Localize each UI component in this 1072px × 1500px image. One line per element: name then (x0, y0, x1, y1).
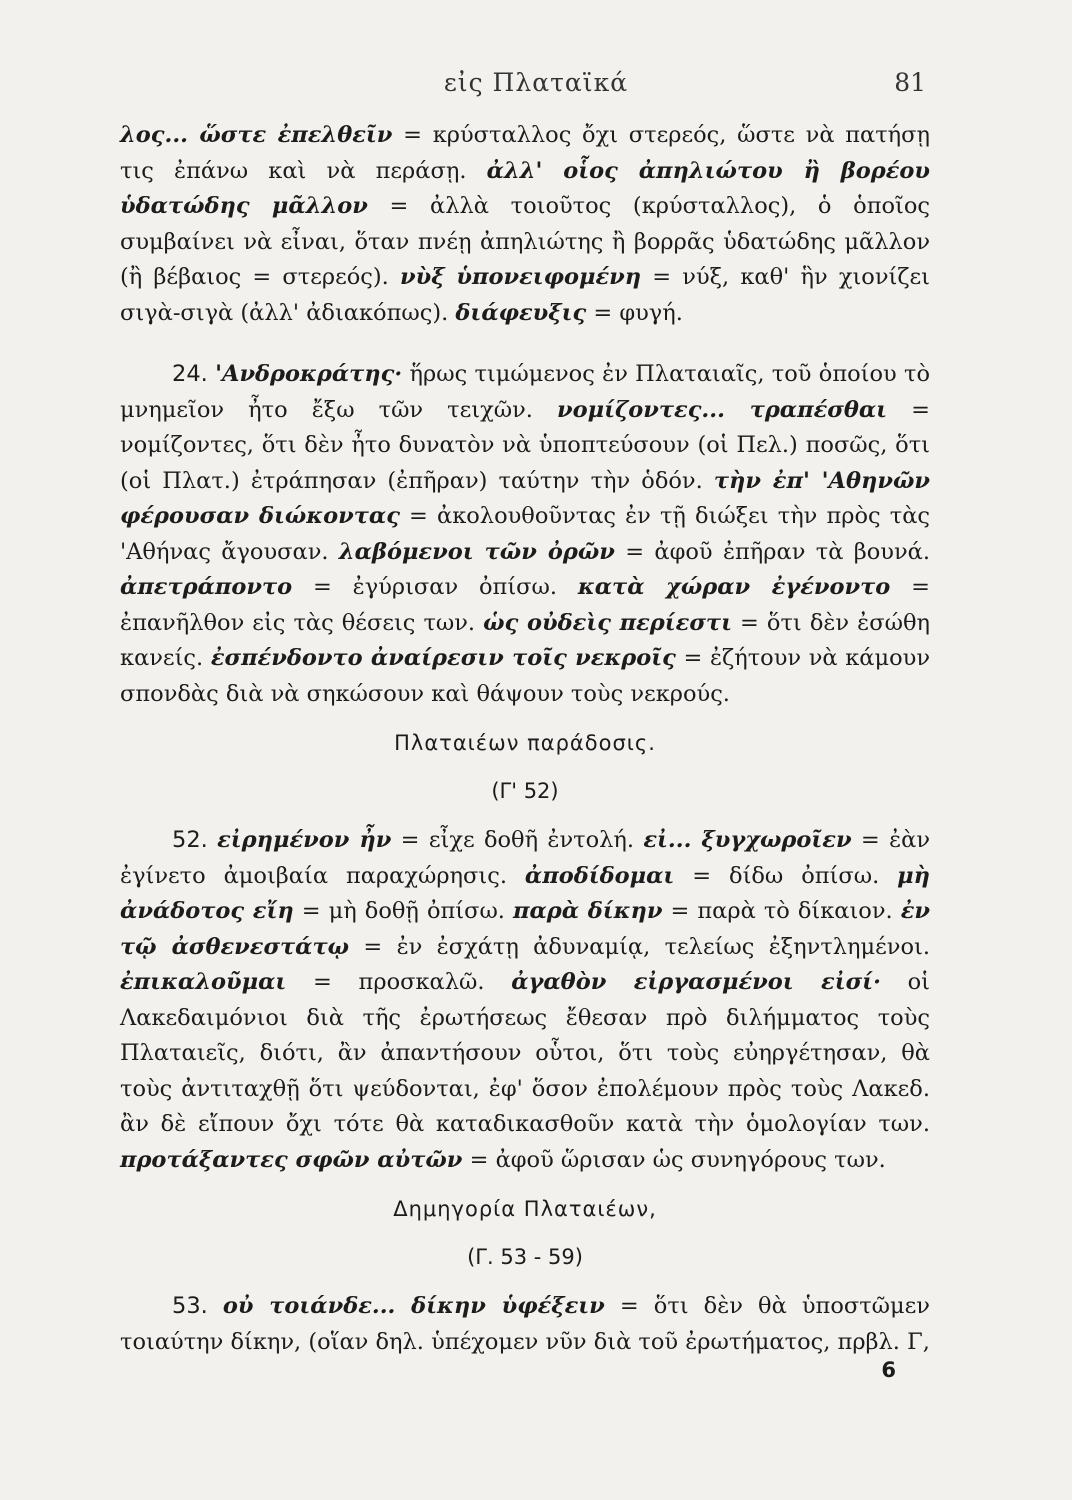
section-number: 24. (172, 361, 216, 387)
gloss: = παρὰ τὸ δίκαιον. (662, 898, 901, 924)
page-number: 81 (894, 68, 926, 97)
paragraph-continued (120, 118, 930, 331)
paragraph-24 (120, 357, 930, 712)
lemma: διάφευξις (455, 299, 587, 326)
lemma: εἰ... ξυγχωροῖεν (643, 827, 852, 853)
gloss: = ἐγύρισαν ὀπίσω. (292, 574, 578, 600)
gloss: = νομίζοντες, ὅτι δὲν ἦτο δυνατὸν νὰ ὑποπτεύσουν (οἱ Πελ.) ποσῶς, ὅτι (οἱ Πλατ.) ἐτράπησαν (ἐπῆραν) ταύτην τὴν ὁδόν. (120, 396, 930, 494)
section-heading: Πλαταιέων παράδοσις. (394, 731, 656, 755)
gloss: = ἐζήτουν νὰ κάμουν σπονδὰς διὰ νὰ σηκώσουν καὶ θάψουν τοὺς νεκρούς. (120, 645, 930, 707)
gloss: = νύξ, καθ' ἣν χιονίζει σιγὰ-σιγὰ (ἀλλ' ἀδιακόπως). (120, 264, 930, 326)
lemma: ἀγαθὸν εἰργασμένοι εἰσί· (511, 969, 881, 995)
lemma: νὺξ ὑπονειφομένη (400, 264, 642, 290)
signature-mark: 6 (881, 1358, 896, 1382)
lemma: ἐν τῷ ἀσθενεστάτῳ (120, 898, 930, 960)
lemma: παρὰ δίκην (512, 898, 663, 924)
paragraph-53 (120, 1289, 930, 1360)
gloss: = εἶχε δοθῆ ἐντολή. (391, 827, 644, 853)
lemma: μὴ ἀνάδοτος εἴη (120, 862, 930, 924)
gloss: = ὅτι δὲν ἐσώθη κανείς. (120, 609, 930, 671)
lemma: ἀποδίδομαι (524, 862, 675, 889)
gloss: = ἀφοῦ ἐπῆραν τὰ βουνά. (614, 538, 930, 565)
gloss: = ἐὰν ἐγίνετο ἀμοιβαία παραχώρησις. (120, 827, 931, 889)
gloss: = ἀφοῦ ὥρισαν ὡς συνηγόρους των. (462, 1146, 886, 1173)
lemma: ἀλλ' οἷος ἀπηλιώτου ἢ βορέου ὑδατώδης μᾶλλον (120, 157, 930, 219)
lemma: εἰρημένον ἦν (217, 827, 392, 853)
lemma: οὐ τοιάνδε... δίκην ὑφέξειν (222, 1293, 605, 1319)
lemma: ὡς οὐδεὶς περίεστι (483, 609, 732, 636)
gloss: = κρύσταλλος ὄχι στερεός, ὥστε νὰ πατήσῃ τις ἐπάνω καὶ νὰ περάσῃ. (120, 122, 931, 184)
section-reference: (Γ. 53 - 59) (467, 1244, 583, 1269)
lemma: προτάξαντες σφῶν αὐτῶν (120, 1146, 463, 1173)
gloss: = φυγή. (586, 299, 683, 326)
lemma: τὴν ἐπ' 'Αθηνῶν φέρουσαν διώκοντας (120, 467, 930, 529)
gloss: = ἐν ἐσχάτῃ ἀδυναμίᾳ, τελείως ἐξηντλημένοι. (349, 933, 930, 960)
section-number: 53. (172, 1293, 223, 1319)
section-reference: (Γ' 52) (491, 778, 559, 803)
lemma: λαβόμενοι τῶν ὀρῶν (338, 538, 615, 565)
paragraph-52 (120, 823, 930, 1178)
lemma: 'Ανδροκράτης· (215, 361, 403, 387)
gloss: ἥρως τιμώμενος ἐν Πλαταιαῖς, τοῦ ὁποίου τὸ μνημεῖον ἦτο ἔξω τῶν τειχῶν. (120, 361, 931, 423)
lemma: ἀπετράποντο (120, 574, 293, 600)
gloss: = ὅτι δὲν θὰ ὑποστῶμεν τοιαύτην δίκην, (οἵαν δηλ. ὑπέχομεν νῦν διὰ τοῦ ἐρωτήματος, πρβλ. Γ, (120, 1293, 930, 1355)
gloss: = ἀκολουθοῦντας ἐν τῇ διώξει τὴν πρὸς τὰς 'Αθήνας ἄγουσαν. (120, 503, 931, 565)
lemma: λος... ὥστε ἐπελθεῖν (120, 122, 393, 148)
gloss: = ἀλλὰ τοιοῦτος (κρύσταλλος), ὁ ὁποῖος συμβαίνει νὰ εἶναι, ὅταν πνέῃ ἀπηλιώτης ἢ βορρᾶς ὑδατώδης μᾶλλον (ἢ βέβαιος = στερεός). (120, 193, 930, 290)
section-number: 52. (172, 827, 218, 853)
commentary-body (120, 118, 930, 1360)
lemma: ἐσπένδοντο ἀναίρεσιν τοῖς νεκροῖς (210, 645, 676, 671)
lemma: ἐπικαλοῦμαι (120, 969, 287, 995)
section-heading: Δημηγορία Πλαταιέων, (393, 1197, 657, 1221)
gloss: οἱ Λακεδαιμόνιοι διὰ τῆς ἐρωτήσεως ἔθεσαν πρὸ διλήμματος τοὺς Πλαταιεῖς, διότι, ἂν ἀπαντήσουν οὗτοι, ὅτι τοὺς εὐηργέτησαν, θὰ τοὺς ἀντιταχθῇ ὅτι ψεύδονται, ἐφ' ὅσον ἐπολέμουν πρὸς τοὺς Λακεδ. ἂν δὲ εἴπουν ὄχι τότε θὰ καταδικασθοῦν κατὰ τὴν ὁμολογίαν των. (120, 969, 930, 1137)
gloss: = ἐπανῆλθον εἰς τὰς θέσεις των. (120, 574, 930, 636)
gloss: = μὴ δοθῇ ὀπίσω. (293, 898, 513, 924)
running-title: εἰς Πλαταϊκά (443, 68, 629, 97)
gloss: = προσκαλῶ. (286, 969, 512, 995)
gloss: = δίδω ὀπίσω. (674, 862, 898, 889)
lemma: νομίζοντες... τραπέσθαι (557, 396, 888, 423)
lemma: κατὰ χώραν ἐγένοντο (577, 574, 891, 600)
